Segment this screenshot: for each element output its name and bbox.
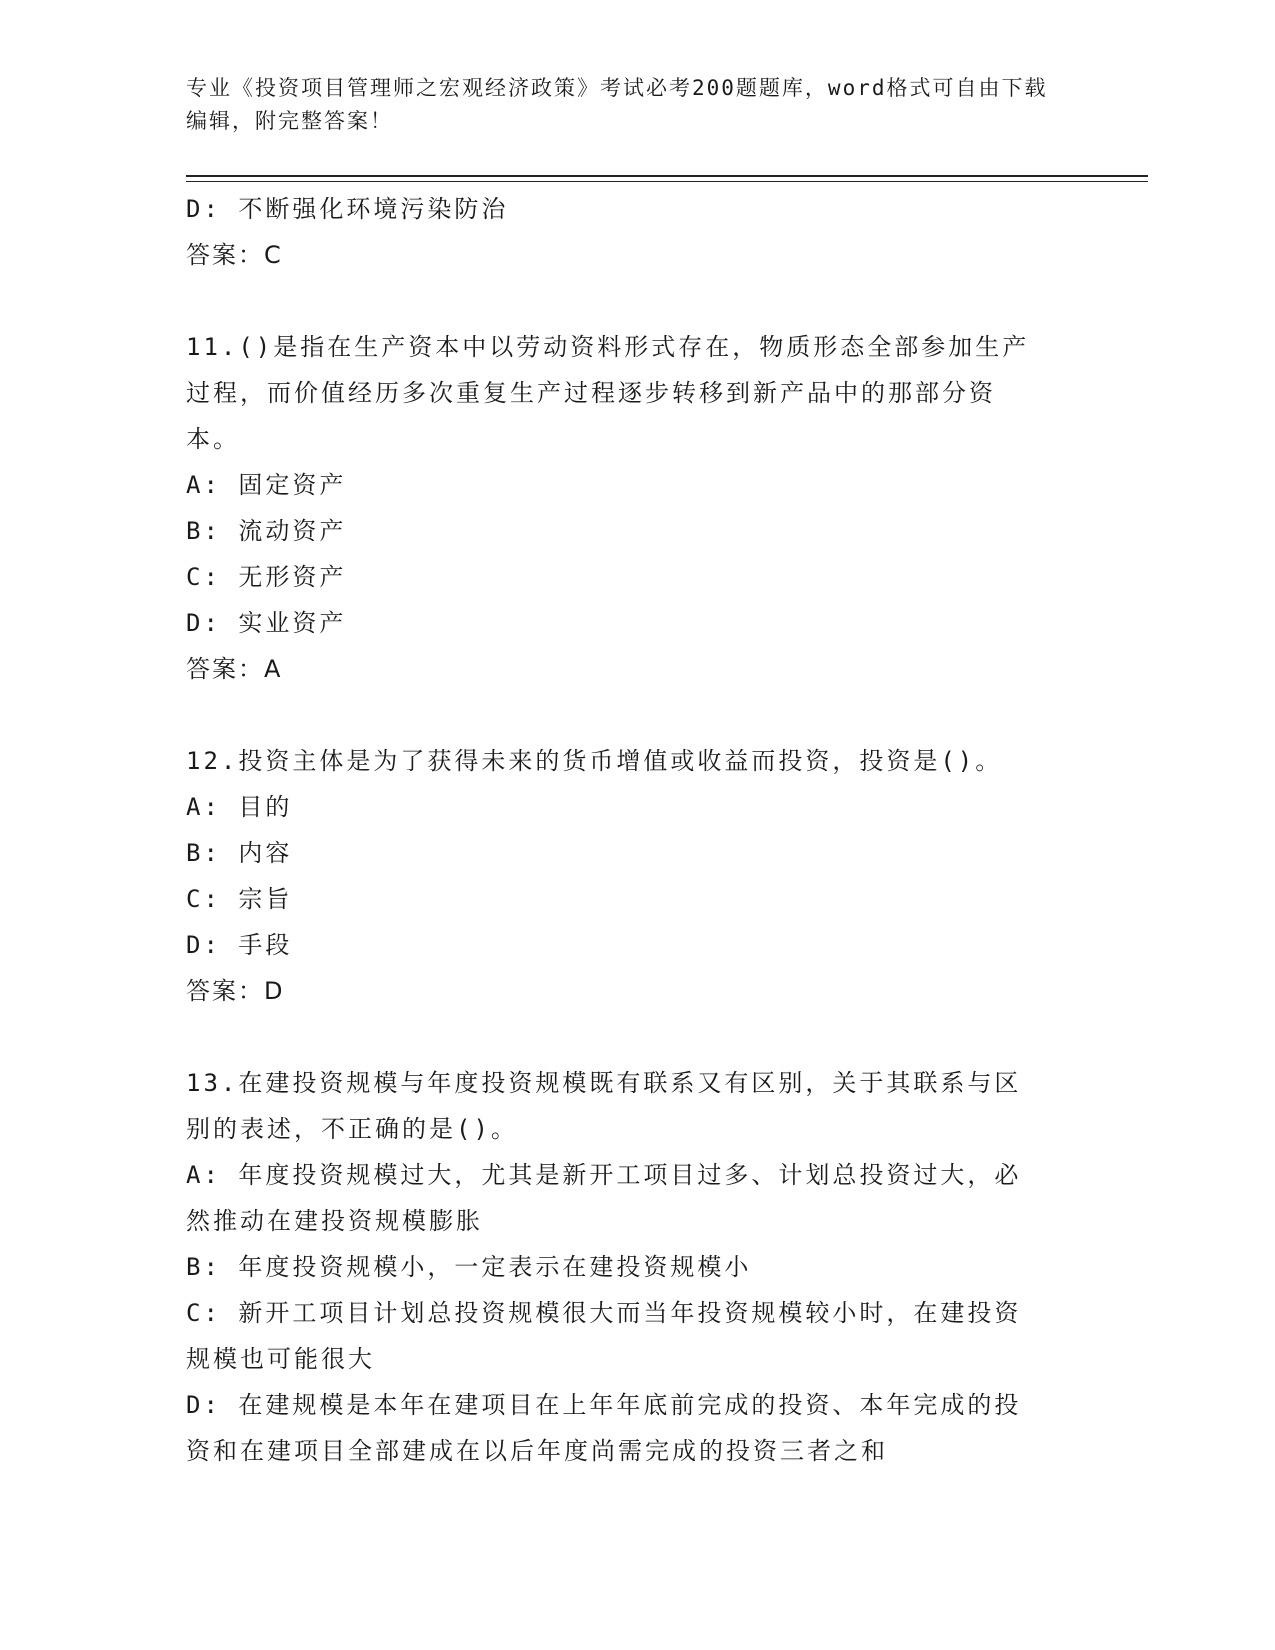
- question-stem: 11.()是指在生产资本中以劳动资料形式存在，物质形态全部参加生产: [186, 333, 1030, 361]
- option-a: A: 目的: [186, 793, 293, 821]
- spacer: [186, 1014, 1086, 1060]
- option-c-cont: 规模也可能很大: [186, 1345, 375, 1373]
- question-stem: 13.在建投资规模与年度投资规模既有联系又有区别，关于其联系与区: [186, 1069, 1022, 1097]
- option-b: B: 流动资产: [186, 517, 347, 545]
- answer-line: 答案：C: [186, 241, 283, 269]
- option-a: A: 固定资产: [186, 471, 347, 499]
- question-stem: 别的表述，不正确的是()。: [186, 1115, 518, 1143]
- option-b: B: 年度投资规模小，一定表示在建投资规模小: [186, 1253, 752, 1281]
- option-d-cont: 资和在建项目全部建成在以后年度尚需完成的投资三者之和: [186, 1437, 888, 1465]
- option-c: C: 无形资产: [186, 563, 347, 591]
- option-d: D: 在建规模是本年在建项目在上年年底前完成的投资、本年完成的投: [186, 1391, 1022, 1419]
- document-header: 专业《投资项目管理师之宏观经济政策》考试必考200题题库，word格式可自由下载编辑，附完整答案！: [186, 76, 1048, 133]
- answer-line: 答案：A: [186, 655, 283, 683]
- header-rule-thin: [186, 181, 1148, 182]
- spacer: [186, 278, 1086, 324]
- question-stem: 12.投资主体是为了获得未来的货币增值或收益而投资，投资是()。: [186, 747, 1003, 775]
- option-a-cont: 然推动在建投资规模膨胀: [186, 1207, 483, 1235]
- header-rule-thick: [186, 175, 1148, 177]
- option-d: D: 不断强化环境污染防治: [186, 195, 509, 223]
- option-c: C: 宗旨: [186, 885, 293, 913]
- question-stem: 过程，而价值经历多次重复生产过程逐步转移到新产品中的那部分资: [186, 379, 996, 407]
- question-content: [186, 186, 1086, 1474]
- option-b: B: 内容: [186, 839, 293, 867]
- option-d: D: 手段: [186, 931, 293, 959]
- option-a: A: 年度投资规模过大，尤其是新开工项目过多、计划总投资过大，必: [186, 1161, 1022, 1189]
- question-stem: 本。: [186, 425, 240, 453]
- answer-line: 答案：D: [186, 977, 285, 1005]
- option-c: C: 新开工项目计划总投资规模很大而当年投资规模较小时，在建投资: [186, 1299, 1022, 1327]
- spacer: [186, 692, 1086, 738]
- option-d: D: 实业资产: [186, 609, 347, 637]
